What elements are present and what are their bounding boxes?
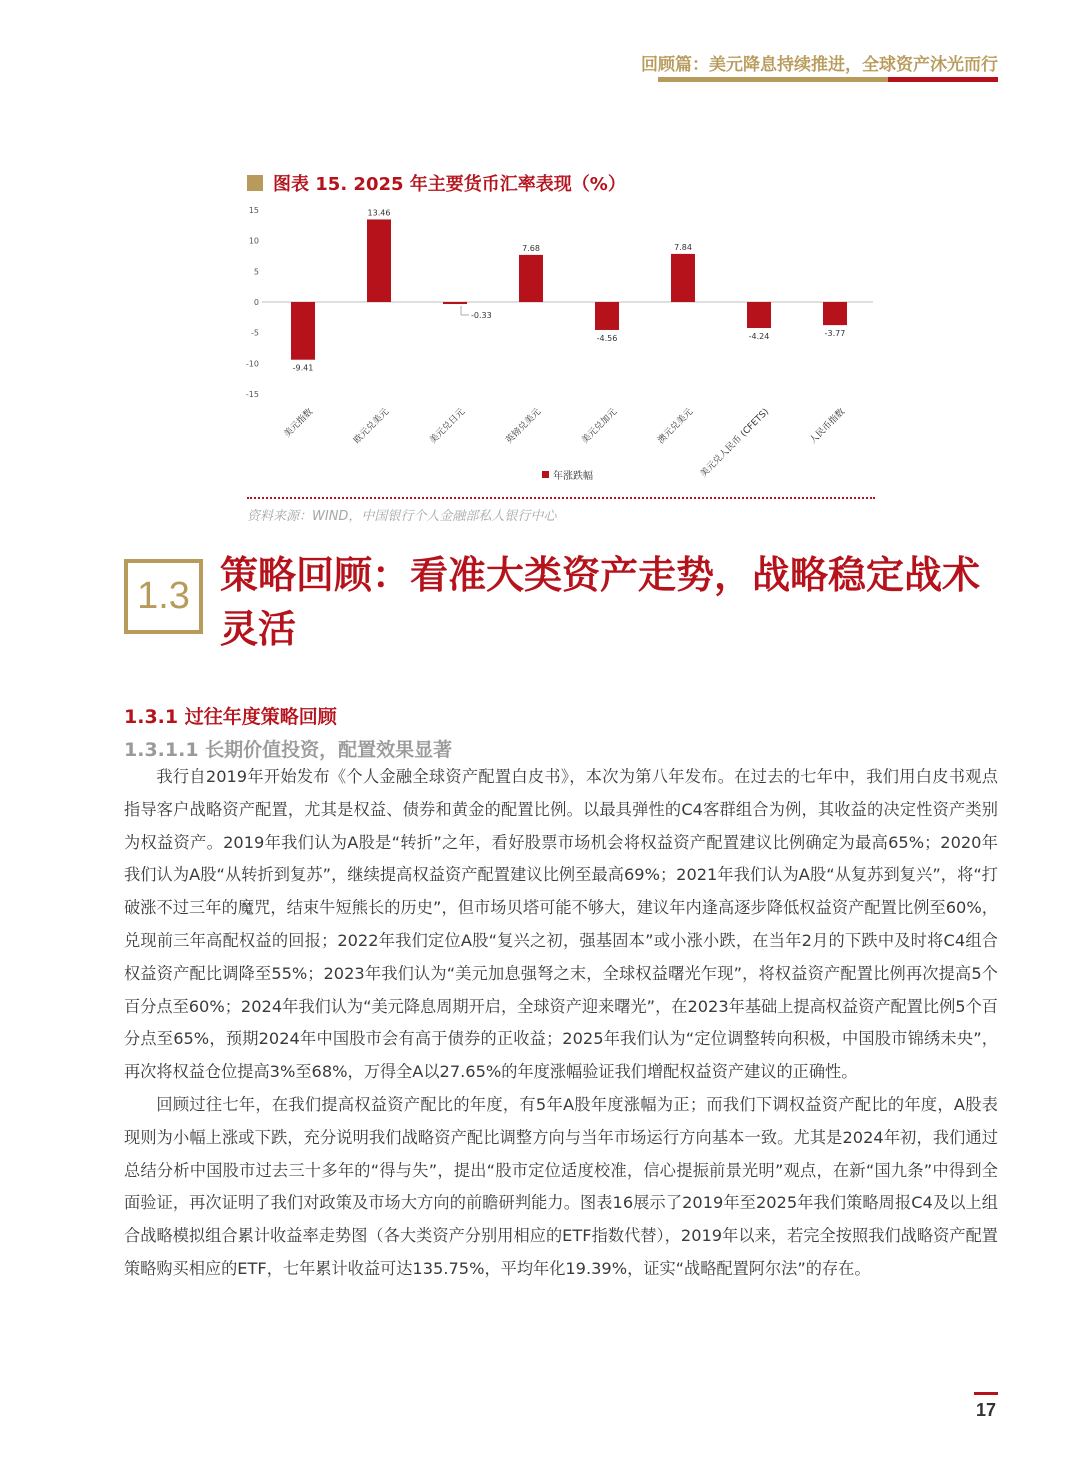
legend-swatch	[542, 471, 549, 478]
y-tick-label: 10	[248, 236, 259, 246]
data-label: -3.77	[824, 329, 846, 339]
caption-square-icon	[247, 175, 263, 191]
data-label: -4.24	[748, 332, 770, 342]
bar	[595, 302, 619, 330]
x-tick-label: 美元指数	[282, 407, 316, 440]
legend-label: 年涨跌幅	[553, 471, 593, 482]
subsubsection-title: 1.3.1.1 长期价值投资，配置效果显著	[124, 739, 453, 761]
bar	[367, 219, 391, 302]
figure-caption	[247, 170, 626, 196]
body-text	[124, 761, 998, 1286]
running-header: 回顾篇：美元降息持续推进，全球资产沐光而行	[641, 55, 998, 75]
section-title: 策略回顾：看准大类资产走势，战略稳定战术灵活	[220, 553, 981, 651]
figure-source: 资料来源：WIND，中国银行个人金融部私人银行中心	[247, 509, 557, 524]
y-tick-label: -5	[251, 328, 259, 338]
bar	[671, 254, 695, 302]
bar	[443, 302, 467, 304]
subsection-title: 1.3.1 过往年度策略回顾	[124, 706, 337, 728]
section-number: 1.3	[124, 559, 203, 634]
x-tick-label: 美元兑人民币 (CFETS)	[698, 407, 772, 480]
bar	[519, 255, 543, 302]
x-tick-label: 澳元兑美元	[656, 407, 696, 446]
x-tick-label: 美元兑加元	[580, 407, 620, 446]
x-tick-label: 英镑兑美元	[504, 407, 544, 446]
header-rule-gold	[658, 77, 888, 82]
x-tick-label: 人民币指数	[808, 407, 848, 446]
header-rule-red	[888, 77, 998, 82]
bar	[747, 302, 771, 328]
bar	[823, 302, 847, 325]
paragraph: 回顾过往七年，在我们提高权益资产配比的年度，有5年A股年度涨幅为正；而我们下调权益资产配比的年度，A股表现则为小幅上涨或下跌，充分说明我们战略资产配比调整方向与当年市场运行方向基本一致。尤其是2024年初，我们通过总结分析中国股市过去三十多年的“得与失”，提出“股市定位适度校准，信心提振前景光明”观点，在新“国九条”中得到全面验证，再次证明了我们对政策及市场大方向的前瞻研判能力。图表16展示了2019年至2025年我们策略周报C4及以上组合战略模拟组合累计收益率走势图（各大类资产分别用相应的ETF指数代替），2019年以来，若完全按照我们战略资产配置策略购买相应的ETF，七年累计收益可达135.75%，平均年化19.39%，证实“战略配置阿尔法”的存在。	[124, 1094, 998, 1278]
data-label: -0.33	[471, 311, 492, 320]
y-tick-label: 15	[248, 206, 259, 215]
data-label: 13.46	[367, 208, 391, 218]
data-label: -9.41	[292, 363, 314, 373]
y-tick-label: 0	[253, 298, 259, 307]
paragraph: 我行自2019年开始发布《个人金融全球资产配置白皮书》，本次为第八年发布。在过去的七年中，我们用白皮书观点指导客户战略资产配置，尤其是权益、债券和黄金的配置比例。以最具弹性的C4客群组合为例，其收益的决定性资产类别为权益资产。2019年我们认为A股是“转折”之年，看好股票市场机会将权益资产配置建议比例确定为最高65%；2020年我们认为A股“从转折到复苏”，继续提高权益资产配置建议比例至最高69%；2021年我们认为A股“从复苏到复兴”，将“打破涨不过三年的魔咒，结束牛短熊长的历史”，但市场贝塔可能不够大，建议年内逢高逐步降低权益资产配置比例至60%，兑现前三年高配权益的回报；2022年我们定位A股“复兴之初，强基固本”或小涨小跌，在当年2月的下跌中及时将C4组合权益资产配比调降至55%；2023年我们认为“美元加息强弩之末，全球权益曙光乍现”，将权益资产配置比例再次提高5个百分点至60%；2024年我们认为“美元降息周期开启，全球资产迎来曙光”，在2023年基础上提高权益资产配置比例5个百分点至65%，预期2024年中国股市会有高于债券的正收益；2025年我们认为“定位调整转向积极，中国股市锦绣未央”，再次将权益仓位提高3%至68%，万得全A以27.65%的年度涨幅验证我们增配权益资产建议的正确性。	[124, 767, 998, 1082]
figure-title: 图表 15. 2025 年主要货币汇率表现（%）	[273, 174, 626, 195]
data-label: 7.68	[522, 243, 540, 253]
source-divider	[247, 497, 875, 499]
y-tick-label: 5	[253, 267, 259, 277]
x-tick-label: 欧元兑美元	[352, 407, 392, 446]
x-tick-label: 美元兑日元	[428, 407, 468, 446]
y-tick-label: -15	[245, 390, 259, 399]
page-number: 17	[975, 1400, 997, 1420]
data-label: -4.56	[596, 333, 618, 343]
data-label: 7.84	[674, 242, 692, 252]
y-tick-label: -10	[245, 359, 259, 369]
bar	[291, 302, 315, 360]
page-number-rule	[974, 1392, 998, 1395]
bar-chart	[230, 200, 890, 490]
